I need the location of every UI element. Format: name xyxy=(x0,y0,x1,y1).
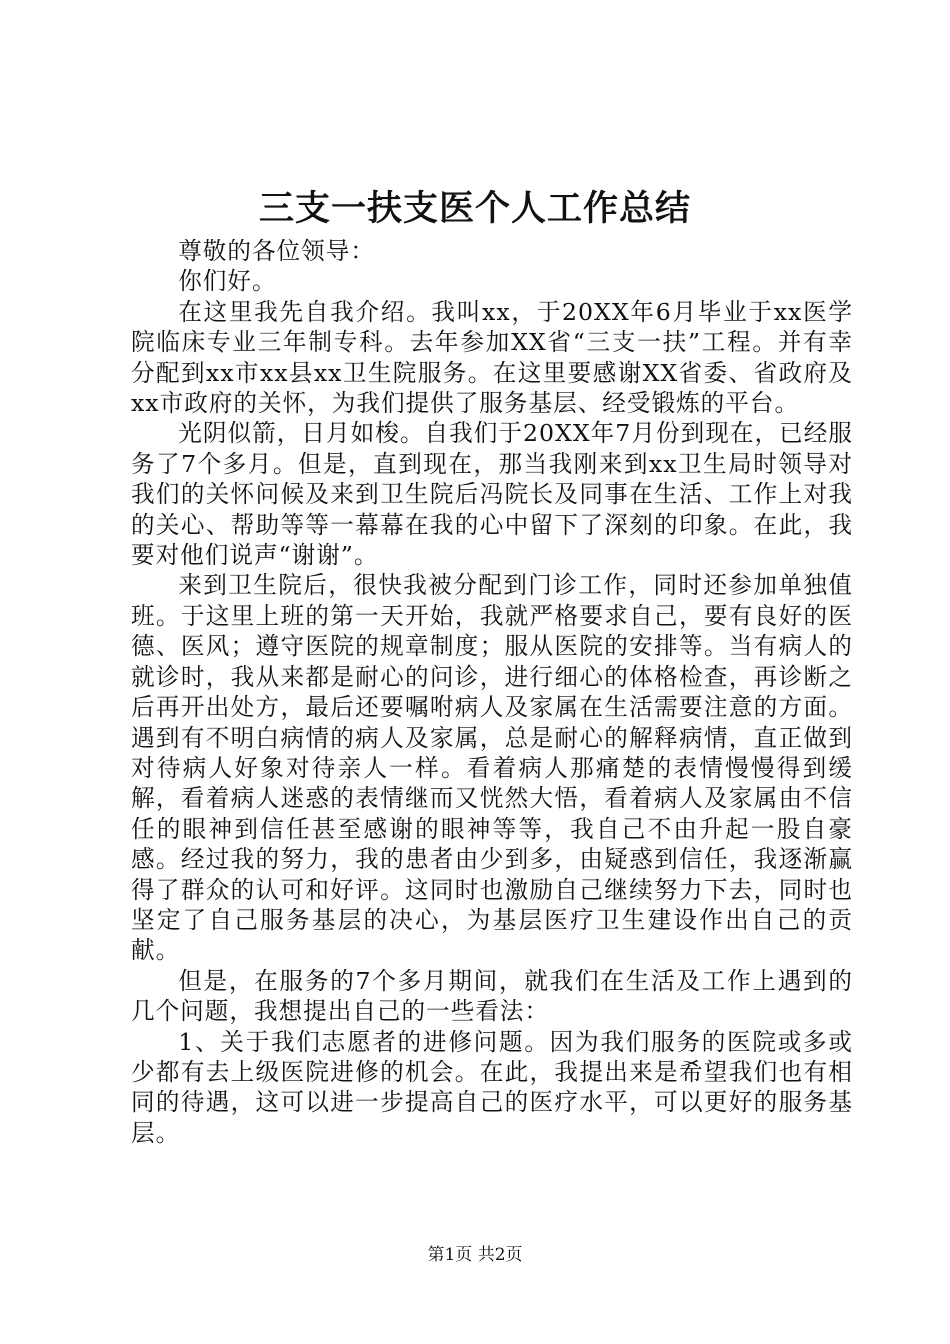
salutation: 尊敬的各位领导： xyxy=(178,237,375,265)
page-number-footer: 第1页 共2页 xyxy=(427,1245,523,1265)
document-title: 三支一扶支医个人工作总结 xyxy=(258,188,691,229)
paragraph-training-issue: 1、关于我们志愿者的进修问题。因为我们服务的医院或多或少都有去上级医院进修的机会。在此，我提出来是希望我们也有相同的待遇，这可以进一步提高自己的医疗水平，可以更好的服务基层。 xyxy=(131,1027,853,1147)
paragraph-clinic-work: 来到卫生院后，很快我被分配到门诊工作，同时还参加单独值班。于这里上班的第一天开始，我就严格要求自己，要有良好的医德、医风；遵守医院的规章制度；服从医院的安排等。当有病人的就诊时，我从来都是耐心的问诊，进行细心的体格检查，再诊断之后再开出处方，最后还要嘱咐病人及家属在生活需要注意的方面。遇到有不明白病情的病人及家属，总是耐心的解释病情，直正做到对待病人好象对待亲人一样。看着病人那痛楚的表情慢慢得到缓解，看着病人迷惑的表情继而又恍然大悟，看着病人及家属由不信任的眼神到信任甚至感谢的眼神等等，我自己不由升起一股自豪感。经过我的努力，我的患者由少到多，由疑惑到信任，我逐渐赢得了群众的认可和好评。这同时也激励自己继续努力下去，同时也坚定了自己服务基层的决心，为基层医疗卫生建设作出自己的贡献。 xyxy=(131,571,853,965)
greeting: 你们好。 xyxy=(178,267,277,296)
paragraph-problems-intro: 但是，在服务的7个多月期间，就我们在生活及工作上遇到的几个问题，我想提出自己的一些看法： xyxy=(131,966,853,1026)
document-body xyxy=(131,236,853,1148)
paragraph-introduction: 在这里我先自我介绍。我叫xx，于20XX年6月毕业于xx医学院临床专业三年制专科。去年参加XX省“三支一扶”工程。并有幸分配到xx市xx县xx卫生院服务。在这里要感谢XX省委、省政府及xx市政府的关怀，为我们提供了服务基层、经受锻炼的平台。 xyxy=(131,297,853,418)
paragraph-time-served: 光阴似箭，日月如梭。自我们于20XX年7月份到现在，已经服务了7个多月。但是，直到现在，那当我刚来到xx卫生局时领导对我们的关怀问候及来到卫生院后冯院长及同事在生活、工作上对我的关心、帮助等等一幕幕在我的心中留下了深刻的印象。在此，我要对他们说声“谢谢”。 xyxy=(131,419,853,570)
